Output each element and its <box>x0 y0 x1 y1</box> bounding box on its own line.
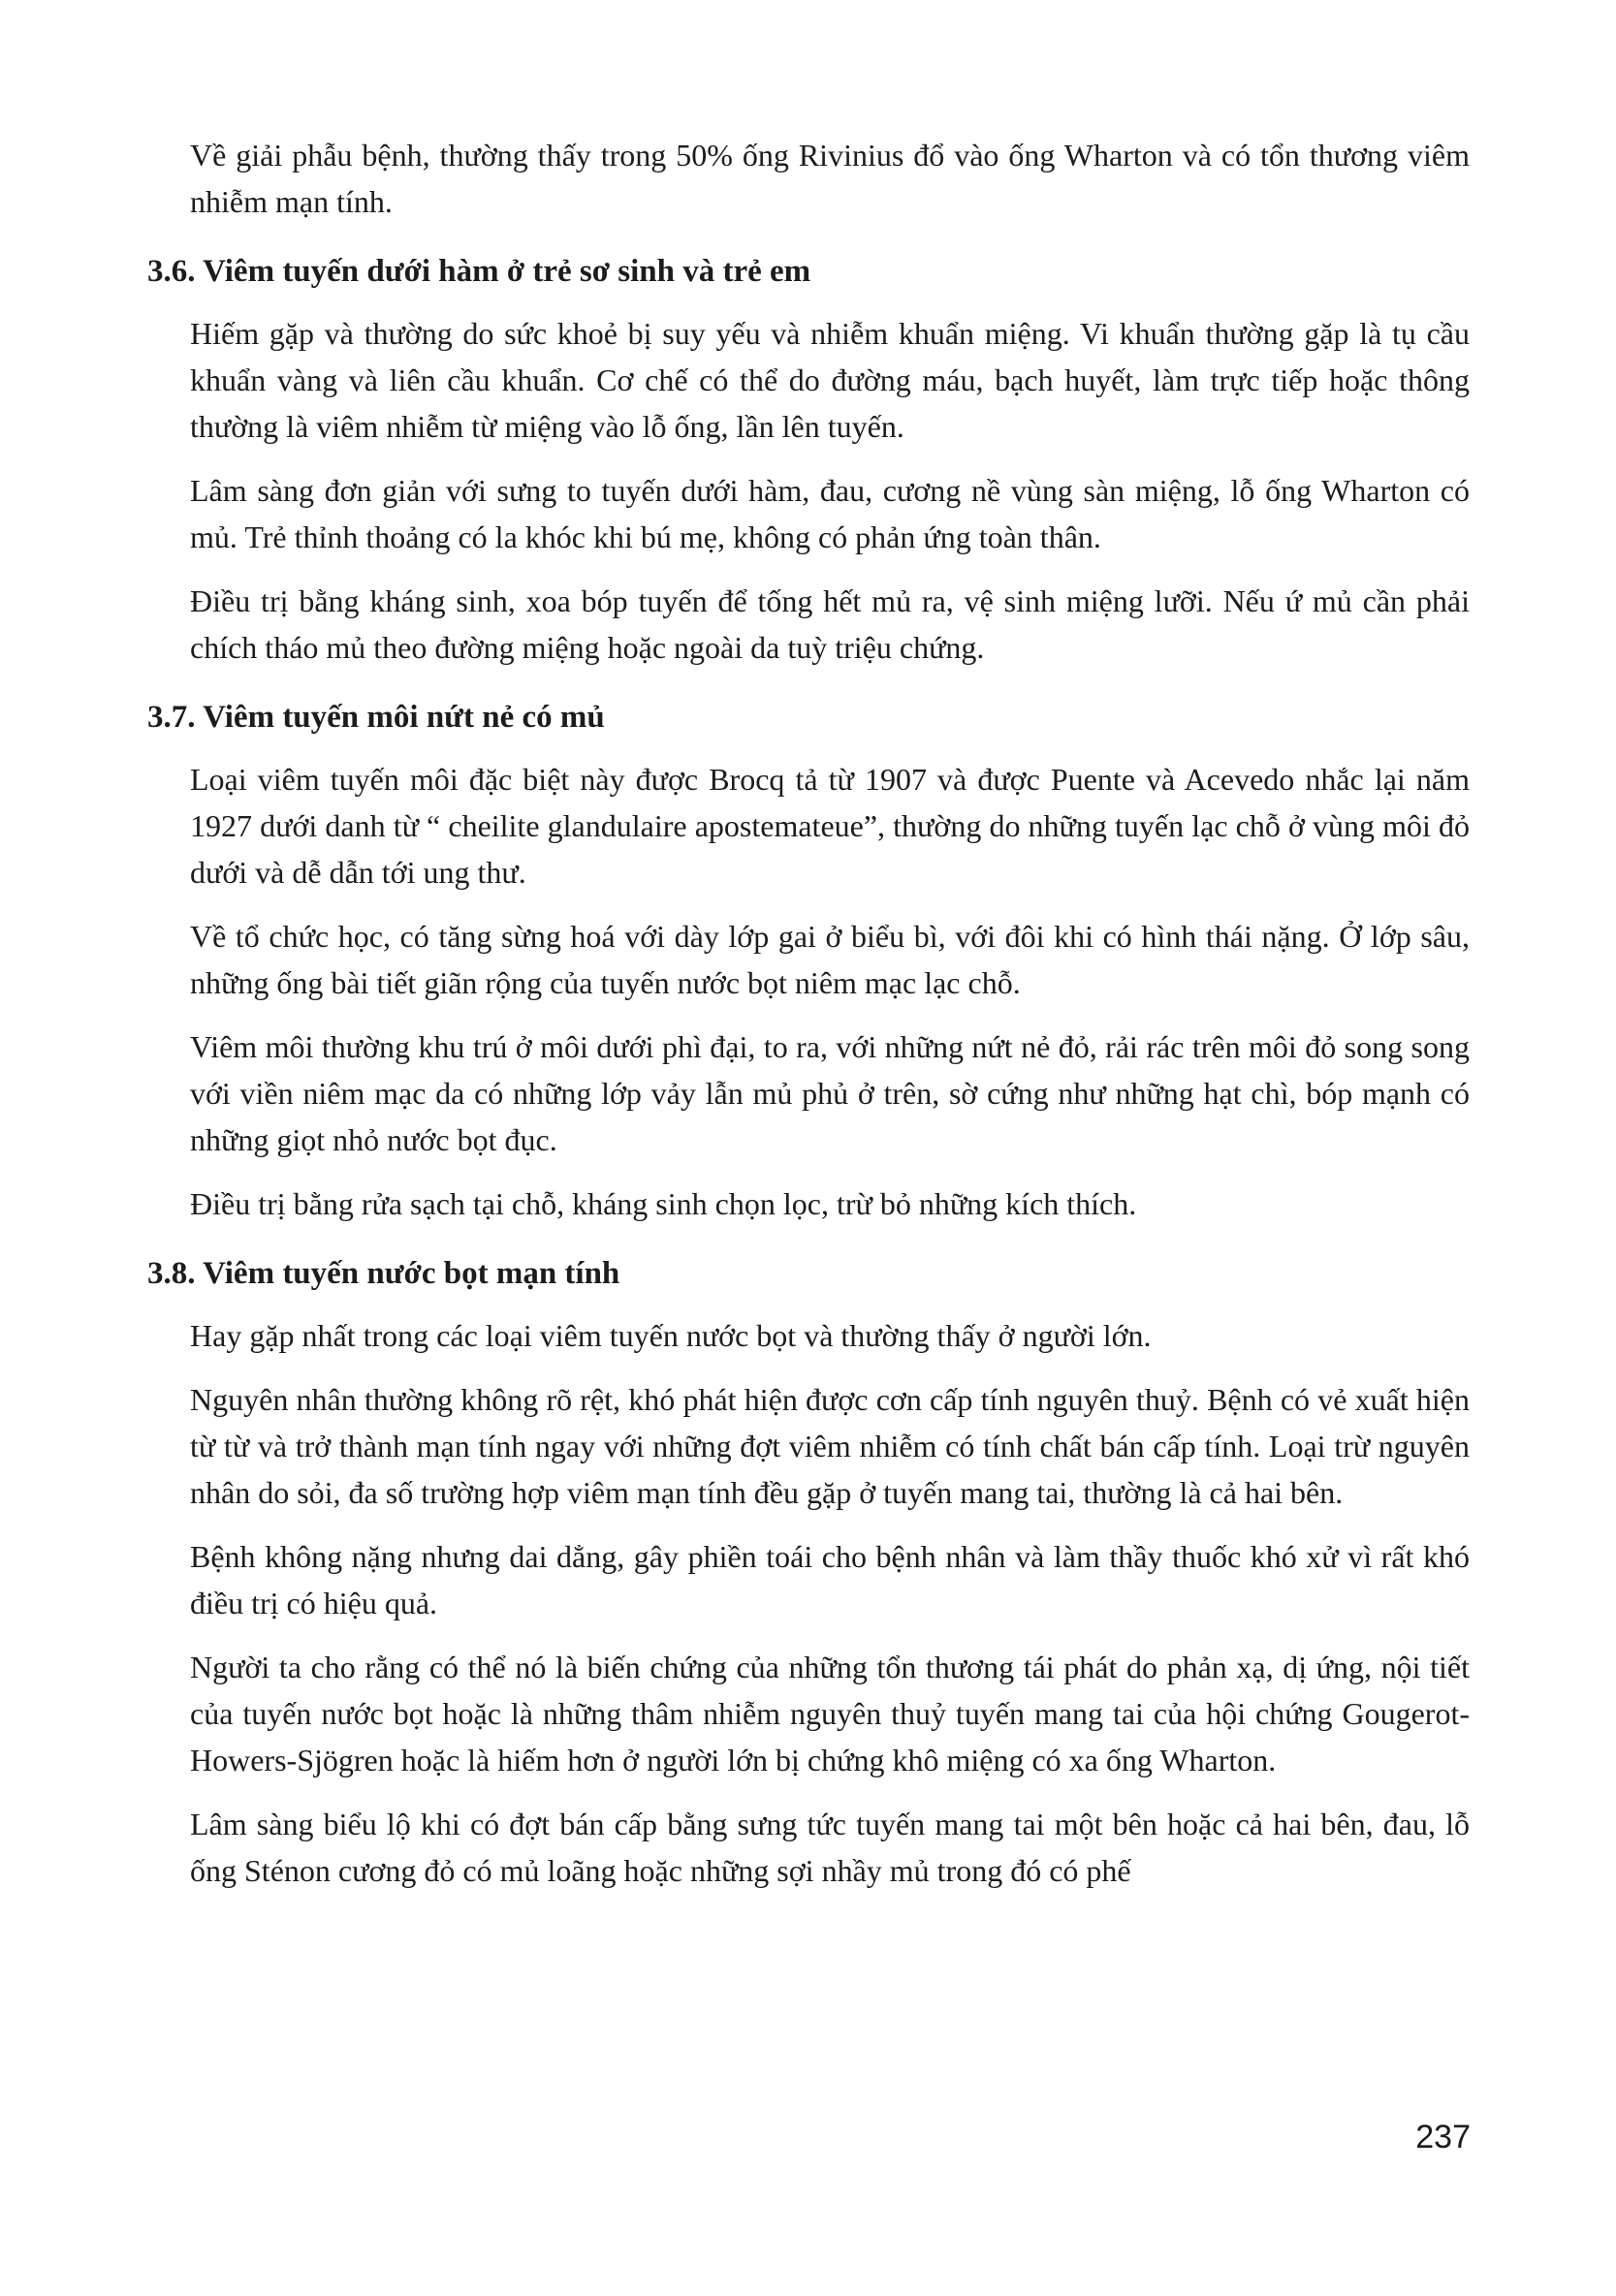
paragraph: Bệnh không nặng nhưng dai dẳng, gây phiền toái cho bệnh nhân và làm thầy thuốc khó xử vì rất khó điều trị có hiệu quả. <box>190 1539 1470 1620</box>
paragraph: Về giải phẫu bệnh, thường thấy trong 50% ống Rivinius đổ vào ống Wharton và có tổn thương viêm nhiễm mạn tính. <box>190 138 1470 219</box>
page-number: 237 <box>1415 2119 1471 2155</box>
paragraph: Viêm môi thường khu trú ở môi dưới phì đại, to ra, với những nứt nẻ đỏ, rải rác trên môi đỏ song song với viền niêm mạc da có những lớp vảy lẫn mủ phủ ở trên, sờ cứng như những hạt chì, bóp mạnh có những giọt nhỏ nước bọt đục. <box>190 1029 1470 1157</box>
paragraph: Điều trị bằng rửa sạch tại chỗ, kháng sinh chọn lọc, trừ bỏ những kích thích. <box>190 1186 1137 1221</box>
paragraph: Người ta cho rằng có thể nó là biến chứng của những tổn thương tái phát do phản xạ, dị ứng, nội tiết của tuyến nước bọt hoặc là những thâm nhiễm nguyên thuỷ tuyến mang tai của hội chứng Gougerot-Howers-Sjögren hoặc là hiếm hơn ở người lớn bị chứng khô miệng có xa ống Wharton. <box>190 1650 1470 1777</box>
section-heading-3-7: 3.7. Viêm tuyến môi nứt nẻ có mủ <box>147 700 605 735</box>
section-heading-3-8: 3.8. Viêm tuyến nước bọt mạn tính <box>147 1256 620 1291</box>
paragraph: Loại viêm tuyến môi đặc biệt này được Brocq tả từ 1907 và được Puente và Acevedo nhắc lại năm 1927 dưới danh từ “ cheilite glandulaire apostemateue”, thường do những tuyến lạc chỗ ở vùng môi đỏ dưới và dễ dẫn tới ung thư. <box>190 762 1470 890</box>
paragraph: Về tổ chức học, có tăng sừng hoá với dày lớp gai ở biểu bì, với đôi khi có hình thái nặng. Ở lớp sâu, những ống bài tiết giãn rộng của tuyến nước bọt niêm mạc lạc chỗ. <box>190 919 1470 1000</box>
paragraph: Hiếm gặp và thường do sức khoẻ bị suy yếu và nhiễm khuẩn miệng. Vi khuẩn thường gặp là tụ cầu khuẩn vàng và liên cầu khuẩn. Cơ chế có thể do đường máu, bạch huyết, làm trực tiếp hoặc thông thường là viêm nhiễm từ miệng vào lỗ ống, lần lên tuyến. <box>190 316 1470 444</box>
paragraph: Hay gặp nhất trong các loại viêm tuyến nước bọt và thường thấy ở người lớn. <box>190 1318 1152 1353</box>
paragraph: Điều trị bằng kháng sinh, xoa bóp tuyến để tống hết mủ ra, vệ sinh miệng lưỡi. Nếu ứ mủ cần phải chích tháo mủ theo đường miệng hoặc ngoài da tuỳ triệu chứng. <box>190 583 1470 665</box>
page-content <box>147 132 1470 1911</box>
paragraph: Nguyên nhân thường không rõ rệt, khó phát hiện được cơn cấp tính nguyên thuỷ. Bệnh có vẻ xuất hiện từ từ và trở thành mạn tính ngay với những đợt viêm nhiễm có tính chất bán cấp tính. Loại trừ nguyên nhân do sỏi, đa số trường hợp viêm mạn tính đều gặp ở tuyến mang tai, thường là cả hai bên. <box>190 1382 1470 1510</box>
section-heading-3-6: 3.6. Viêm tuyến dưới hàm ở trẻ sơ sinh và trẻ em <box>147 254 811 289</box>
paragraph: Lâm sàng đơn giản với sưng to tuyến dưới hàm, đau, cương nề vùng sàn miệng, lỗ ống Wharton có mủ. Trẻ thỉnh thoảng có la khóc khi bú mẹ, không có phản ứng toàn thân. <box>190 473 1470 554</box>
paragraph: Lâm sàng biểu lộ khi có đợt bán cấp bằng sưng tức tuyến mang tai một bên hoặc cả hai bên, đau, lỗ ống Sténon cương đỏ có mủ loãng hoặc những sợi nhầy mủ trong đó có phế <box>190 1807 1470 1888</box>
